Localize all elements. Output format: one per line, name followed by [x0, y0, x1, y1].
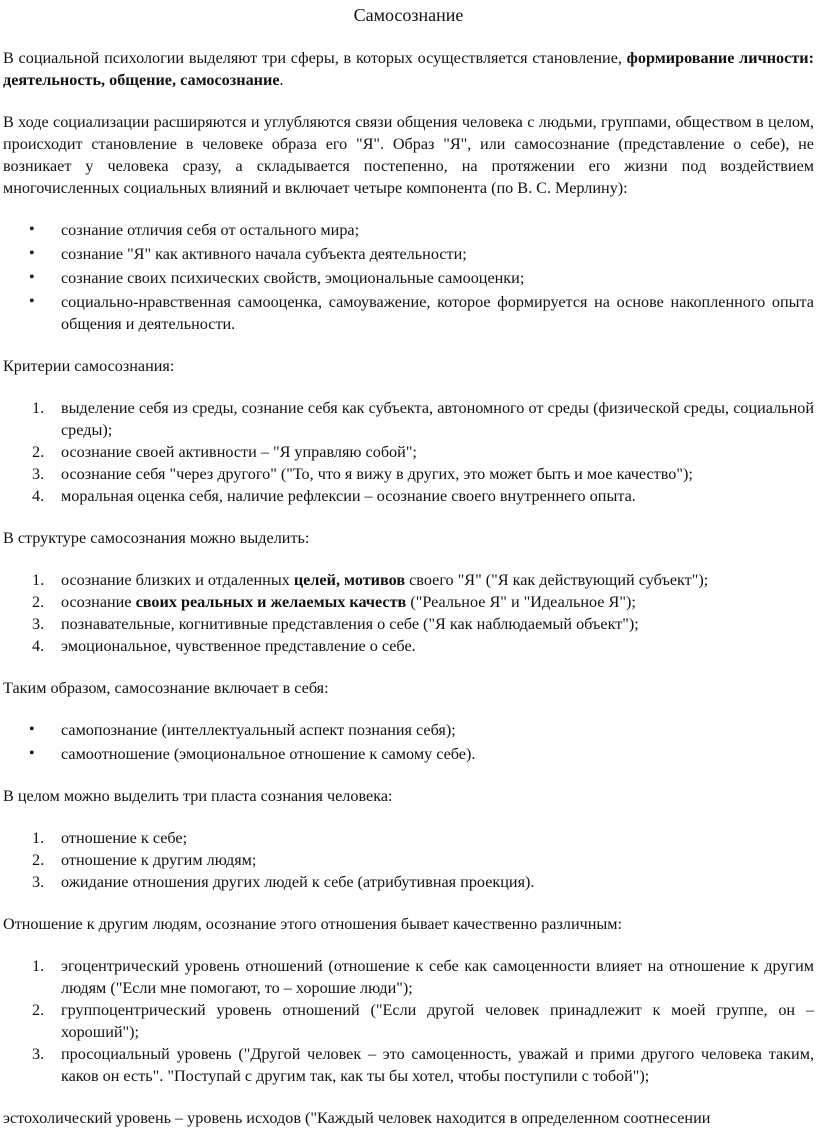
item-text: ожидание отношения других людей к себе (атрибутивная проекция). [61, 873, 535, 891]
item-text: просоциальный уровень ("Другой человек – это самоценность, уважай и прими другого человека таким, каков он есть". "Поступай с другим так, как ты бы хотел, чтобы поступили с тобой"); [61, 1045, 814, 1085]
layers-heading: В целом можно выделить три пласта сознания человека: [3, 787, 393, 805]
criteria-list [3, 397, 814, 507]
list-item: • сознание своих психических свойств, эмоциональные самооценки; [3, 267, 814, 289]
attitude-list [3, 955, 814, 1087]
item-number: 3. [32, 1045, 45, 1063]
item-number: 1. [32, 957, 45, 975]
criteria-heading: Критерии самосознания: [3, 357, 175, 375]
item-number: 4. [32, 487, 45, 505]
list-item [3, 463, 814, 485]
item-text-pre: эмоциональное, чувственное представление о себе. [61, 637, 416, 655]
list-item: • сознание отличия себя от остального мира; [3, 219, 814, 241]
item-number: 1. [32, 399, 45, 417]
intro-text: В социальной психологии выделяют три сферы, в которых осуществляется становление, [3, 49, 627, 67]
list-item [3, 955, 814, 999]
item-number: 2. [32, 1001, 45, 1019]
intro-bold: формирование личности: деятельность, общение, самосознание [3, 49, 814, 89]
item-number: 1. [32, 829, 45, 847]
item-text-pre: осознание [61, 593, 136, 611]
item-number: 3. [32, 615, 45, 633]
item-text: моральная оценка себя, наличие рефлексии – осознание своего внутреннего опыта. [61, 487, 636, 505]
item-text: осознание своей активности – "Я управляю собой"; [61, 443, 417, 461]
item-text: группоцентрический уровень отношений ("Если другой человек принадлежит к моей группе, он – хороший"); [61, 1001, 814, 1041]
item-text-post: своего "Я" ("Я как действующий субъект"); [405, 571, 709, 589]
list-item: • самопознание (интеллектуальный аспект познания себя); [3, 719, 814, 741]
item-number: 2. [32, 443, 45, 461]
list-item [3, 397, 814, 441]
item-text: выделение себя из среды, сознание себя как субъекта, автономного от среды (физической среды, социальной среды); [61, 399, 814, 439]
item-number: 2. [32, 851, 45, 869]
list-item [3, 849, 814, 871]
list-item [3, 441, 814, 463]
item-text: эгоцентрический уровень отношений (отношение к себе как самоценности влияет на отношение к другим людям ("Если мне помогают, то – хорошие люди"); [61, 957, 814, 997]
item-text-pre: познавательные, когнитивные представления о себе ("Я как наблюдаемый объект"); [61, 615, 639, 633]
item-text: отношение к себе; [61, 829, 188, 847]
includes-list [3, 719, 814, 765]
socialization-paragraph: В ходе социализации расширяются и углубляются связи общения человека с людьми, группами, обществом в целом, происходит становление в человеке образа его "Я". Образ "Я", или самосознание (представление о себе), не возникает у человека сразу, а складывается постепенно, на протяжении его жизни под воздействием многочисленных социальных влияний и включает четыре компонента (по В. С. Мерлину): [3, 113, 814, 197]
item-number: 1. [32, 571, 45, 589]
list-item [3, 485, 814, 507]
page-title: Самосознание [353, 5, 464, 25]
components-list [3, 219, 814, 335]
last-line: эстохолический уровень – уровень исходов ("Каждый человек находится в определенном соотнесении [3, 1109, 711, 1127]
list-item: • самоотношение (эмоциональное отношение к самому себе). [3, 743, 814, 765]
structure-list [3, 569, 814, 657]
list-item [3, 999, 814, 1043]
intro-end: . [279, 71, 284, 89]
item-number: 4. [32, 637, 45, 655]
item-number: 3. [32, 873, 45, 891]
list-item: • сознание "Я" как активного начала субъекта деятельности; [3, 243, 814, 265]
item-number: 3. [32, 465, 45, 483]
item-text: отношение к другим людям; [61, 851, 257, 869]
list-item [3, 827, 814, 849]
list-item [3, 569, 814, 591]
item-text-post: ("Реальное Я" и "Идеальное Я"); [406, 593, 636, 611]
list-item [3, 591, 814, 613]
attitude-heading: Отношение к другим людям, осознание этого отношения бывает качественно различным: [3, 915, 623, 933]
intro-paragraph [3, 47, 814, 91]
list-item [3, 613, 814, 635]
layers-list [3, 827, 814, 893]
item-text: осознание себя "через другого" ("То, что я вижу в других, это может быть и мое качество"); [61, 465, 693, 483]
list-item [3, 871, 814, 893]
list-item [3, 635, 814, 657]
item-text-bold: целей, мотивов [293, 571, 406, 589]
list-item [3, 1043, 814, 1087]
includes-heading: Таким образом, самосознание включает в себя: [3, 679, 329, 697]
item-number: 2. [32, 593, 45, 611]
item-text-pre: осознание близких и отдаленных [61, 571, 294, 589]
list-item: • социально-нравственная самооценка, самоуважение, которое формируется на основе накопленного опыта общения и деятельности. [3, 291, 814, 335]
structure-heading: В структуре самосознания можно выделить: [3, 529, 310, 547]
item-text-bold: своих реальных и желаемых качеств [135, 593, 407, 611]
